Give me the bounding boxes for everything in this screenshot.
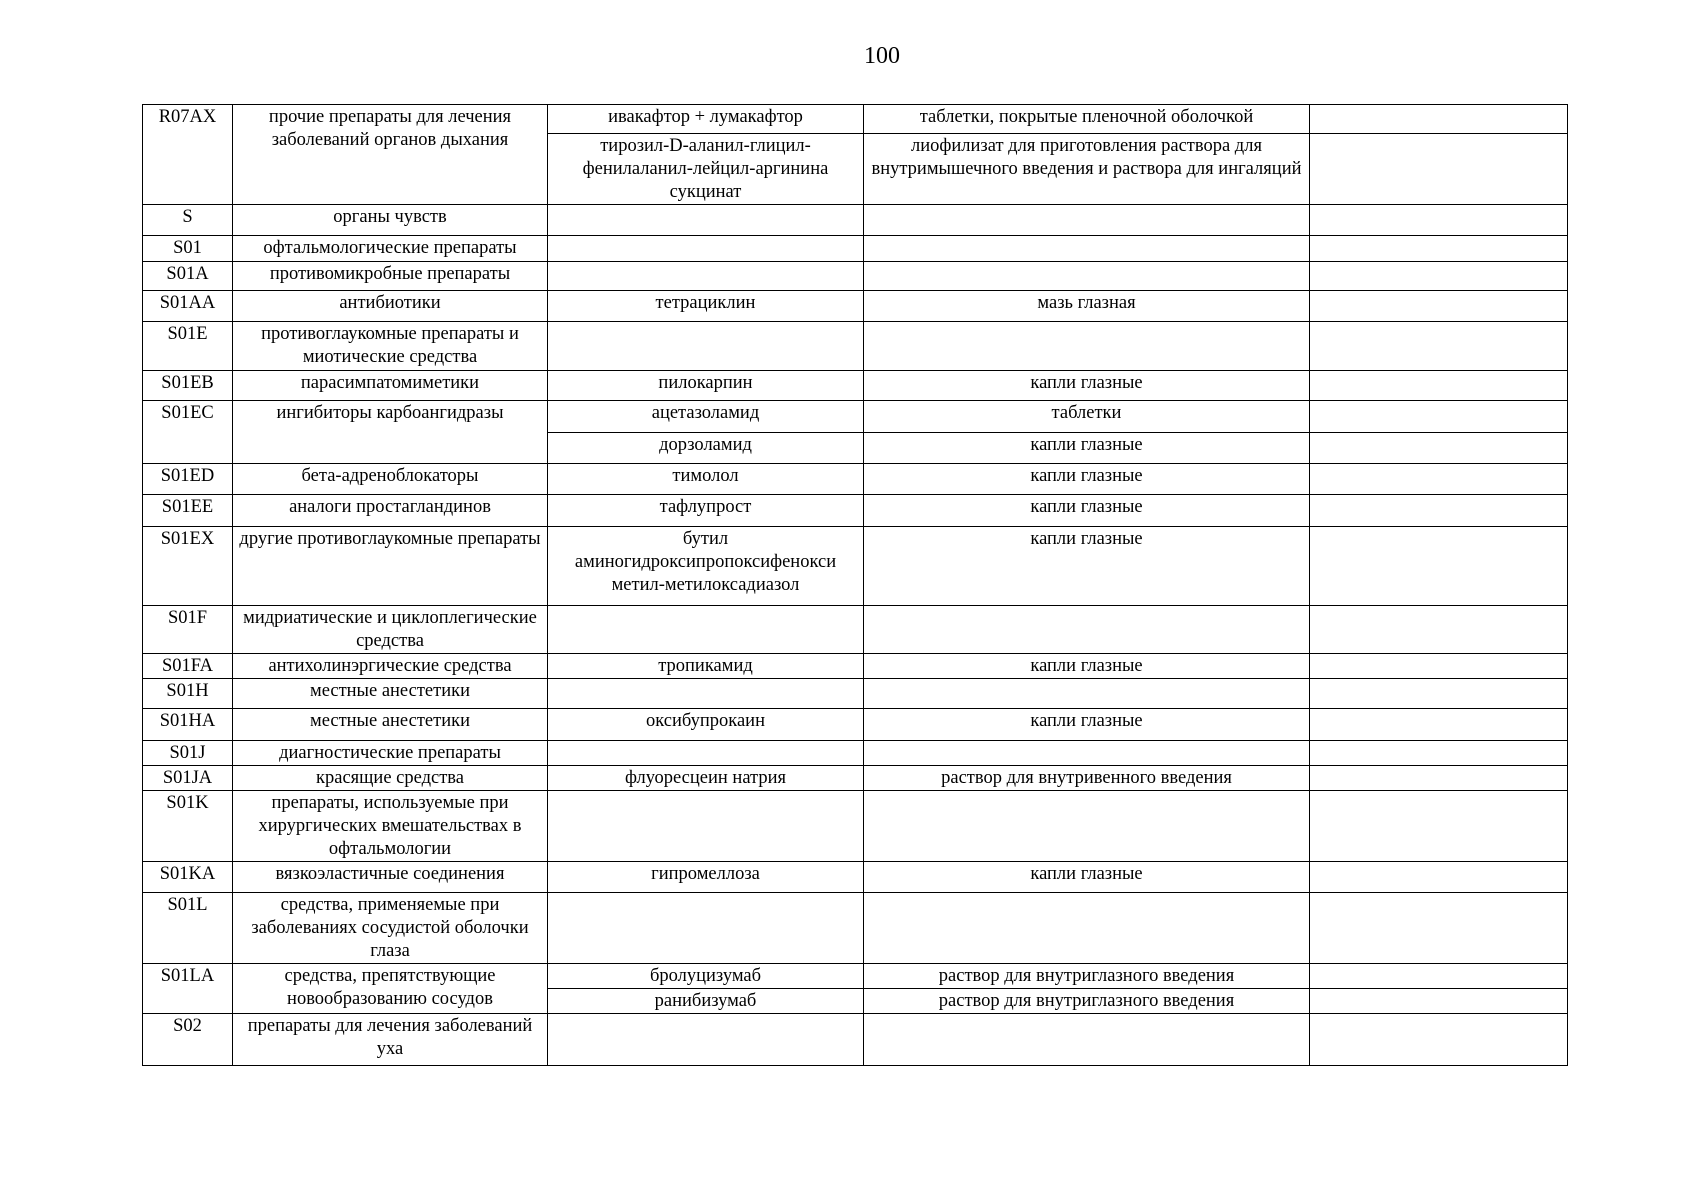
drug-name-cell: ранибизумаб — [548, 989, 864, 1014]
drug-name-cell: бутил аминогидроксипропоксифенокси метил-метилоксадиазол — [548, 527, 864, 606]
drug-name-cell: пилокарпин — [548, 371, 864, 401]
dosage-form-cell: капли глазные — [864, 654, 1310, 679]
dosage-form-cell: капли глазные — [864, 527, 1310, 606]
extra-cell — [1310, 433, 1568, 464]
group-name-cell: препараты, используемые при хирургических вмешательствах в офтальмологии — [233, 791, 548, 862]
drug-name-cell — [548, 893, 864, 964]
extra-cell — [1310, 1014, 1568, 1066]
table-row — [143, 205, 1568, 236]
group-name-cell: красящие средства — [233, 766, 548, 791]
extra-cell — [1310, 964, 1568, 989]
extra-cell — [1310, 134, 1568, 205]
dosage-form-cell — [864, 741, 1310, 766]
group-name-cell: средства, препятствующие новообразованию сосудов — [233, 964, 548, 1014]
dosage-form-cell — [864, 322, 1310, 371]
group-name-cell: препараты для лечения заболеваний уха — [233, 1014, 548, 1066]
drug-name-cell — [548, 236, 864, 262]
drug-name-cell: бролуцизумаб — [548, 964, 864, 989]
table-row — [143, 709, 1568, 741]
table-row — [143, 741, 1568, 766]
group-name-cell: прочие препараты для лечения заболеваний органов дыхания — [233, 105, 548, 205]
table-row — [143, 464, 1568, 495]
extra-cell — [1310, 893, 1568, 964]
drug-name-cell — [548, 205, 864, 236]
group-name-cell: местные анестетики — [233, 709, 548, 741]
table-row — [143, 862, 1568, 893]
extra-cell — [1310, 606, 1568, 654]
group-name-cell: местные анестетики — [233, 679, 548, 709]
dosage-form-cell — [864, 791, 1310, 862]
group-name-cell: бета-адреноблокаторы — [233, 464, 548, 495]
dosage-form-cell — [864, 236, 1310, 262]
table-row — [143, 791, 1568, 862]
dosage-form-cell: таблетки — [864, 401, 1310, 433]
dosage-form-cell: раствор для внутриглазного введения — [864, 989, 1310, 1014]
atc-code-cell: S01 — [143, 236, 233, 262]
dosage-form-cell: капли глазные — [864, 495, 1310, 527]
atc-code-cell: S01AA — [143, 291, 233, 322]
group-name-cell: антибиотики — [233, 291, 548, 322]
dosage-form-cell — [864, 679, 1310, 709]
dosage-form-cell: мазь глазная — [864, 291, 1310, 322]
table-row — [143, 606, 1568, 654]
dosage-form-cell: лиофилизат для приготовления раствора для внутримышечного введения и раствора для ингаляций — [864, 134, 1310, 205]
atc-code-cell: S — [143, 205, 233, 236]
extra-cell — [1310, 679, 1568, 709]
drug-table — [142, 104, 1568, 1066]
atc-code-cell: S01J — [143, 741, 233, 766]
extra-cell — [1310, 205, 1568, 236]
drug-name-cell — [548, 741, 864, 766]
table-row — [143, 495, 1568, 527]
group-name-cell: мидриатические и циклоплегические средства — [233, 606, 548, 654]
extra-cell — [1310, 322, 1568, 371]
atc-code-cell: S01EB — [143, 371, 233, 401]
extra-cell — [1310, 766, 1568, 791]
drug-name-cell: тетрациклин — [548, 291, 864, 322]
drug-name-cell: оксибупрокаин — [548, 709, 864, 741]
atc-code-cell: S01H — [143, 679, 233, 709]
table-row — [143, 236, 1568, 262]
group-name-cell: средства, применяемые при заболеваниях сосудистой оболочки глаза — [233, 893, 548, 964]
atc-code-cell: S01HA — [143, 709, 233, 741]
table-row — [143, 654, 1568, 679]
dosage-form-cell — [864, 1014, 1310, 1066]
table-row — [143, 527, 1568, 606]
atc-code-cell: S01EX — [143, 527, 233, 606]
extra-cell — [1310, 105, 1568, 134]
atc-code-cell: S01K — [143, 791, 233, 862]
atc-code-cell: S01A — [143, 262, 233, 291]
extra-cell — [1310, 709, 1568, 741]
extra-cell — [1310, 236, 1568, 262]
dosage-form-cell: капли глазные — [864, 371, 1310, 401]
atc-code-cell: S01ED — [143, 464, 233, 495]
extra-cell — [1310, 989, 1568, 1014]
atc-code-cell: S01LA — [143, 964, 233, 1014]
drug-name-cell — [548, 679, 864, 709]
page-number: 100 — [864, 43, 900, 69]
dosage-form-cell: раствор для внутриглазного введения — [864, 964, 1310, 989]
extra-cell — [1310, 262, 1568, 291]
group-name-cell: офтальмологические препараты — [233, 236, 548, 262]
drug-name-cell — [548, 1014, 864, 1066]
atc-code-cell: S01L — [143, 893, 233, 964]
drug-name-cell: ивакафтор + лумакафтор — [548, 105, 864, 134]
atc-code-cell: S01F — [143, 606, 233, 654]
table-row — [143, 262, 1568, 291]
group-name-cell: вязкоэластичные соединения — [233, 862, 548, 893]
atc-code-cell: S01KA — [143, 862, 233, 893]
dosage-form-cell: таблетки, покрытые пленочной оболочкой — [864, 105, 1310, 134]
extra-cell — [1310, 464, 1568, 495]
atc-code-cell: S01JA — [143, 766, 233, 791]
atc-code-cell: S01EC — [143, 401, 233, 464]
extra-cell — [1310, 791, 1568, 862]
extra-cell — [1310, 371, 1568, 401]
group-name-cell: диагностические препараты — [233, 741, 548, 766]
dosage-form-cell: капли глазные — [864, 433, 1310, 464]
drug-name-cell: тропикамид — [548, 654, 864, 679]
group-name-cell: антихолинэргические средства — [233, 654, 548, 679]
group-name-cell: парасимпатомиметики — [233, 371, 548, 401]
drug-name-cell — [548, 791, 864, 862]
drug-name-cell: дорзоламид — [548, 433, 864, 464]
table-row — [143, 291, 1568, 322]
table-row — [143, 322, 1568, 371]
atc-code-cell: S02 — [143, 1014, 233, 1066]
dosage-form-cell: капли глазные — [864, 709, 1310, 741]
drug-name-cell — [548, 262, 864, 291]
drug-name-cell — [548, 606, 864, 654]
dosage-form-cell — [864, 205, 1310, 236]
group-name-cell: другие противоглаукомные препараты — [233, 527, 548, 606]
table-row — [143, 964, 1568, 989]
extra-cell — [1310, 495, 1568, 527]
atc-code-cell: S01FA — [143, 654, 233, 679]
extra-cell — [1310, 862, 1568, 893]
group-name-cell: противомикробные препараты — [233, 262, 548, 291]
extra-cell — [1310, 741, 1568, 766]
extra-cell — [1310, 654, 1568, 679]
group-name-cell: противоглаукомные препараты и миотические средства — [233, 322, 548, 371]
group-name-cell: органы чувств — [233, 205, 548, 236]
drug-name-cell: тимолол — [548, 464, 864, 495]
drug-name-cell: гипромеллоза — [548, 862, 864, 893]
drug-name-cell: тирозил-D-аланил-глицил-фенилаланил-лейцил-аргинина сукцинат — [548, 134, 864, 205]
drug-name-cell: флуоресцеин натрия — [548, 766, 864, 791]
table-row — [143, 105, 1568, 134]
table-row — [143, 401, 1568, 433]
table-row — [143, 679, 1568, 709]
atc-code-cell: R07AX — [143, 105, 233, 205]
group-name-cell: аналоги простагландинов — [233, 495, 548, 527]
group-name-cell: ингибиторы карбоангидразы — [233, 401, 548, 464]
table-row — [143, 893, 1568, 964]
dosage-form-cell — [864, 606, 1310, 654]
drug-name-cell: ацетазоламид — [548, 401, 864, 433]
extra-cell — [1310, 527, 1568, 606]
dosage-form-cell — [864, 262, 1310, 291]
dosage-form-cell: капли глазные — [864, 862, 1310, 893]
dosage-form-cell — [864, 893, 1310, 964]
atc-code-cell: S01EE — [143, 495, 233, 527]
atc-code-cell: S01E — [143, 322, 233, 371]
drug-name-cell — [548, 322, 864, 371]
table-row — [143, 1014, 1568, 1066]
extra-cell — [1310, 291, 1568, 322]
dosage-form-cell: раствор для внутривенного введения — [864, 766, 1310, 791]
extra-cell — [1310, 401, 1568, 433]
table-row — [143, 371, 1568, 401]
table-row — [143, 766, 1568, 791]
dosage-form-cell: капли глазные — [864, 464, 1310, 495]
drug-name-cell: тафлупрост — [548, 495, 864, 527]
